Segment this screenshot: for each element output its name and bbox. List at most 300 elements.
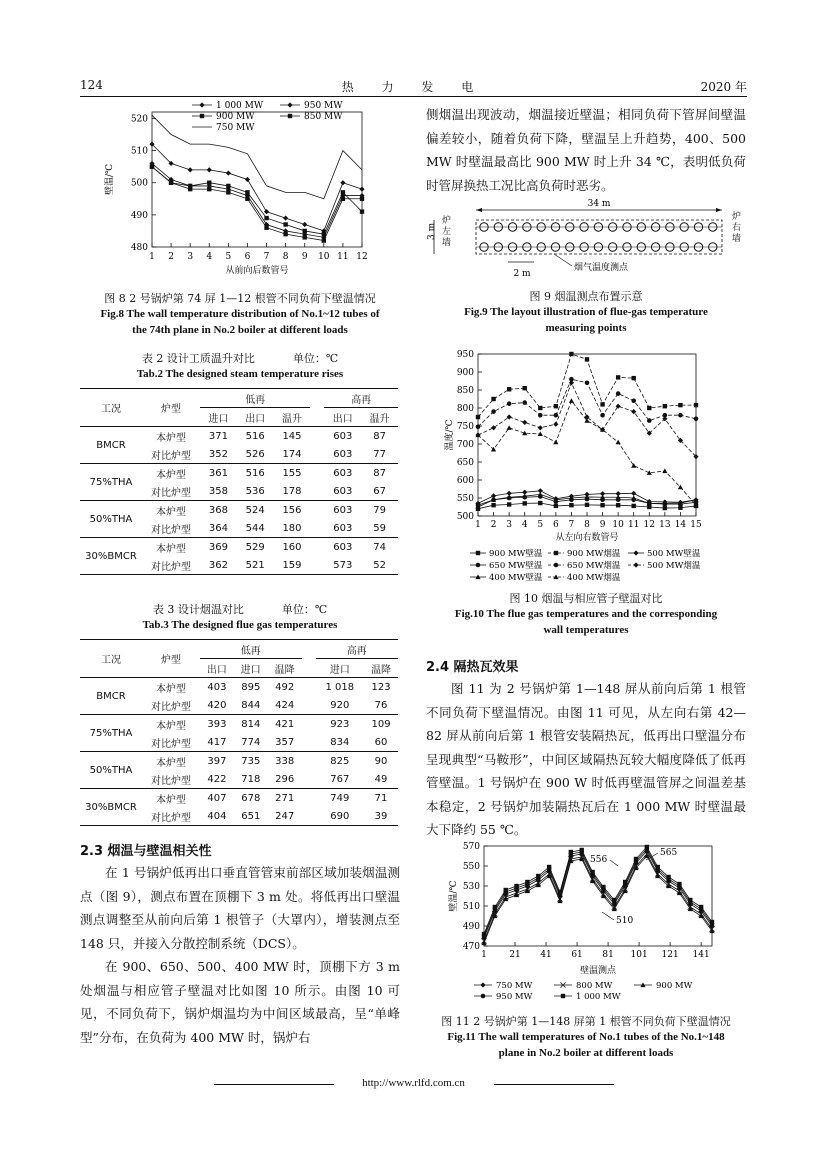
fig10-point bbox=[631, 409, 636, 414]
page-header bbox=[80, 78, 747, 94]
fig11-point bbox=[590, 870, 594, 874]
fig8-xtick-label: 9 bbox=[301, 252, 308, 262]
fig10-legend-label: 500 MW烟温 bbox=[647, 561, 701, 571]
th-sub: 进口 bbox=[234, 659, 268, 678]
fig9-caption bbox=[426, 289, 746, 336]
th-high: 高再 bbox=[324, 389, 398, 408]
fig11-legend-marker bbox=[481, 994, 486, 999]
fig8-xtick-label: 10 bbox=[318, 252, 330, 262]
table-cell: 52 bbox=[373, 559, 386, 571]
fig10-point bbox=[616, 404, 621, 409]
fig8-point bbox=[188, 167, 193, 172]
fig10-point bbox=[616, 440, 621, 445]
fig10-point bbox=[491, 425, 496, 430]
table-cell: 87 bbox=[361, 464, 398, 483]
table-cell: 651 bbox=[241, 810, 261, 822]
table-cell: 407 bbox=[200, 789, 234, 808]
fig11-annot-510: 510 bbox=[616, 916, 634, 926]
fig10-ytick-label: 950 bbox=[456, 350, 474, 360]
th-sub: 进口 bbox=[200, 408, 237, 427]
fig10-ytick-label: 750 bbox=[456, 422, 474, 432]
fig8-point bbox=[360, 197, 364, 201]
fig10-point bbox=[694, 403, 698, 407]
table-cell: 603 bbox=[324, 464, 361, 483]
fig11-point bbox=[547, 865, 551, 869]
table-cell: 417 bbox=[207, 736, 227, 748]
table-cell: 59 bbox=[373, 522, 386, 534]
fig10-point bbox=[538, 492, 543, 497]
table-cell: 160 bbox=[274, 538, 311, 557]
fig10-legend-label: 400 MW壁温 bbox=[489, 573, 543, 583]
fig10-point bbox=[616, 503, 620, 507]
fig10-point bbox=[632, 504, 636, 508]
fig10-chart bbox=[440, 348, 740, 583]
table-cell: 544 bbox=[245, 522, 265, 534]
table-cell: 369 bbox=[200, 538, 237, 557]
table-cond-cell: 30%BMCR bbox=[80, 538, 142, 575]
fig11-ytick-label: 510 bbox=[462, 902, 480, 912]
table-cell: 145 bbox=[274, 427, 311, 446]
table-cond-cell: 75%THA bbox=[80, 715, 142, 752]
th-type: 炉型 bbox=[142, 389, 200, 427]
table-cell: 67 bbox=[373, 485, 386, 497]
fig8-legend-marker bbox=[200, 114, 204, 118]
fig10-point bbox=[631, 399, 636, 404]
sec24-paragraph-1: 图 11 为 2 号锅炉第 1—148 屏从前向后第 1 根管不同负荷下壁温情况。由图 11 可见，从左向右第 42—82 屏从前向后第 1 根管安装隔热瓦，低再出口壁温分布呈现典型“马鞍形”，中间区域隔热瓦较大幅度降低了低再管壁温。1 号锅炉在 900 W 时低再壁温管屏之间温差基本稳定，2 号锅炉加装隔热瓦后在 1 000 MW 时壁温最大下降约 55 ℃。 bbox=[426, 681, 746, 837]
fig9-pointer bbox=[554, 254, 572, 266]
fig10-point bbox=[663, 506, 667, 510]
fig10-point bbox=[569, 398, 574, 403]
table-cell: 603 bbox=[333, 448, 353, 460]
fig10-point bbox=[507, 401, 512, 406]
table-cond-cell: 30%BMCR bbox=[80, 789, 142, 826]
fig8-point bbox=[303, 235, 307, 239]
fig11-legend-label: 800 MW bbox=[576, 981, 613, 991]
table-cell: 247 bbox=[275, 810, 295, 822]
table-cell: 271 bbox=[268, 789, 302, 808]
fig8-point bbox=[322, 238, 326, 242]
th-sub: 出口 bbox=[200, 659, 234, 678]
table-type-cell: 本炉型 bbox=[142, 501, 200, 520]
fig9-dim-34m: 34 m bbox=[587, 199, 611, 209]
fig10-legend-marker bbox=[554, 563, 559, 568]
table-type-cell: 本炉型 bbox=[142, 427, 200, 446]
fig11-caption bbox=[426, 1014, 746, 1061]
table2-title-en: Tab.2 The designed steam temperature rises bbox=[136, 368, 344, 380]
table-cell: 603 bbox=[333, 485, 353, 497]
fig10-legend-marker bbox=[633, 550, 638, 555]
fig10-legend-marker bbox=[554, 551, 558, 555]
fig10-xtick-label: 9 bbox=[599, 520, 606, 530]
fig10-legend-label: 500 MW壁温 bbox=[647, 549, 701, 559]
fig10-xtick-label: 6 bbox=[552, 520, 559, 530]
section-2-3-title: 2.3 烟温与壁温相关性 bbox=[80, 844, 212, 859]
fig10-xtick-label: 4 bbox=[521, 520, 528, 530]
table-cell: 39 bbox=[374, 810, 388, 822]
fig10-point bbox=[491, 503, 495, 507]
footer-url: http://www.rlfd.com.cn bbox=[362, 1077, 465, 1089]
table-cell: 603 bbox=[324, 501, 361, 520]
fig11-point bbox=[666, 875, 670, 879]
fig10-point bbox=[569, 380, 574, 385]
fig10-point bbox=[507, 425, 512, 430]
table-cond-cell: 75%THA bbox=[80, 464, 142, 501]
fig8-caption bbox=[80, 291, 400, 338]
table2-title: 表 2 设计工质温升对比 bbox=[141, 352, 255, 365]
table-cell: 516 bbox=[237, 427, 274, 446]
fig10-point bbox=[569, 352, 573, 356]
table-cell: 774 bbox=[241, 736, 261, 748]
table-cell: 49 bbox=[374, 773, 388, 785]
table-cell: 90 bbox=[364, 752, 398, 771]
fig8-point bbox=[264, 209, 269, 214]
fig11-annot-line bbox=[602, 912, 614, 920]
table-cell: 352 bbox=[208, 448, 228, 460]
table-cell: 895 bbox=[234, 678, 268, 697]
th-sub: 温升 bbox=[361, 408, 398, 427]
table-cell: 393 bbox=[200, 715, 234, 734]
fig10-point bbox=[600, 503, 604, 507]
th-sub: 出口 bbox=[237, 408, 274, 427]
fig9-caption-en1: Fig.9 The layout illustration of flue-gas temperature bbox=[464, 306, 708, 318]
th-sub: 进口 bbox=[316, 659, 365, 678]
fig8-point bbox=[245, 190, 249, 194]
fig10-point bbox=[476, 424, 481, 429]
fig11-ytick-label: 470 bbox=[462, 942, 480, 952]
table-cell: 368 bbox=[200, 501, 237, 520]
fig11-legend-label: 1 000 MW bbox=[576, 992, 621, 1002]
fig11-annot-565: 565 bbox=[660, 848, 678, 858]
table-type-cell: 对比炉型 bbox=[151, 450, 191, 462]
fig8-point bbox=[169, 181, 173, 185]
th-sub: 出口 bbox=[324, 408, 361, 427]
fig8-xtick-label: 3 bbox=[187, 252, 194, 262]
fig11-ytick-label: 530 bbox=[462, 882, 480, 892]
table-cell: 920 bbox=[330, 699, 350, 711]
table-cell: 77 bbox=[373, 448, 386, 460]
th-type: 炉型 bbox=[142, 640, 200, 678]
fig10-point bbox=[538, 501, 542, 505]
table3-title-en: Tab.3 The designed flue gas temperatures bbox=[142, 619, 338, 631]
table-cell: 422 bbox=[207, 773, 227, 785]
fig8-ytick-label: 480 bbox=[130, 243, 148, 253]
fig10-point bbox=[569, 503, 573, 507]
table-cell: 814 bbox=[234, 715, 268, 734]
fig10-xtick-label: 12 bbox=[643, 520, 656, 530]
fig8-caption-cn: 图 8 2 号锅炉第 74 屏 1—12 根管不同负荷下壁温情况 bbox=[104, 292, 376, 305]
table-cell: 123 bbox=[364, 678, 398, 697]
fig9-arrow-left bbox=[476, 208, 482, 212]
fig9-left-wall: 炉左墙 bbox=[442, 216, 452, 248]
table-type-cell: 对比炉型 bbox=[151, 775, 191, 787]
table-cell: 403 bbox=[200, 678, 234, 697]
fig10-point bbox=[585, 503, 589, 507]
fig10-point bbox=[678, 403, 682, 407]
fig10-xtick-label: 7 bbox=[568, 520, 575, 530]
fig9-dim-3m: 3 m bbox=[427, 222, 437, 240]
fig11-point bbox=[710, 920, 714, 924]
table-type-cell: 对比炉型 bbox=[151, 561, 191, 573]
fig8-point bbox=[359, 187, 364, 192]
fig10-point bbox=[632, 376, 636, 380]
fig8-point bbox=[207, 187, 211, 191]
fig8-legend-label: 1 000 MW bbox=[216, 101, 264, 111]
fig10-point bbox=[523, 501, 527, 505]
section-2-4-body bbox=[426, 677, 746, 842]
fig11-point bbox=[482, 932, 486, 936]
fig11-caption-en1: Fig.11 The wall temperatures of No.1 tubes of the No.1~148 bbox=[447, 1031, 725, 1043]
th-low: 低再 bbox=[200, 389, 310, 408]
fig8-xtick-label: 8 bbox=[282, 252, 289, 262]
fig11-legend-marker bbox=[561, 994, 565, 998]
fig11-caption-en2: plane in No.2 boiler at different loads bbox=[498, 1047, 674, 1059]
table-cell: 492 bbox=[268, 678, 302, 697]
table-cell: 526 bbox=[245, 448, 265, 460]
fig10-frame bbox=[478, 354, 696, 516]
th-sub: 温降 bbox=[364, 659, 398, 678]
fig10-ytick-label: 900 bbox=[456, 368, 474, 378]
table-cell: 421 bbox=[268, 715, 302, 734]
fig10-xtick-label: 8 bbox=[584, 520, 590, 530]
fig10-point bbox=[491, 397, 495, 401]
year: 2020 年 bbox=[700, 80, 747, 94]
fig8-point bbox=[302, 222, 307, 227]
th-low: 低再 bbox=[200, 640, 302, 659]
fig8-xtick-label: 5 bbox=[225, 252, 232, 262]
table-cond-cell: BMCR bbox=[80, 678, 142, 715]
fig8-point bbox=[226, 170, 231, 175]
table-cell: 749 bbox=[316, 789, 365, 808]
table-type-cell: 本炉型 bbox=[142, 752, 200, 771]
table-cell: 603 bbox=[324, 538, 361, 557]
table3-caption bbox=[80, 602, 400, 633]
fig8-point bbox=[226, 184, 230, 188]
fig8-point bbox=[322, 232, 326, 236]
fig10-legend-label: 900 MW烟温 bbox=[567, 549, 621, 559]
table-cell: 174 bbox=[282, 448, 302, 460]
sec23-paragraph-2: 在 900、650、500、400 MW 时，顶棚下方 3 m 处烟温与相应管子壁温对比如图 10 所示。由图 10 可见，不同负荷下，锅炉烟温均为中间区域最高，呈“单峰型”分布，在负荷为 400 MW 时，锅炉右 bbox=[80, 959, 400, 1045]
fig10-caption bbox=[426, 591, 746, 638]
fig10-point bbox=[507, 387, 511, 391]
table-cell: 397 bbox=[200, 752, 234, 771]
table-cell: 296 bbox=[275, 773, 295, 785]
fig10-point bbox=[538, 413, 543, 418]
table-cell: 603 bbox=[324, 427, 361, 446]
fig11-point bbox=[656, 865, 660, 869]
fig10-ytick-label: 700 bbox=[456, 440, 474, 450]
fig10-point bbox=[554, 504, 558, 508]
fig10-ytick-label: 650 bbox=[456, 458, 474, 468]
fig10-ytick-label: 850 bbox=[456, 386, 474, 396]
fig8-series-line bbox=[152, 115, 362, 199]
th-cond: 工况 bbox=[80, 640, 142, 678]
header-rule bbox=[80, 96, 747, 97]
section-2-3-body bbox=[80, 861, 400, 1049]
fig8-series-line bbox=[152, 167, 362, 241]
fig9-arrow-right bbox=[716, 208, 722, 212]
fig8-point bbox=[245, 177, 250, 182]
fig11-ylabel: 壁温/℃ bbox=[449, 880, 459, 912]
fig8-point bbox=[264, 226, 268, 230]
table-cond-cell: 50%THA bbox=[80, 752, 142, 789]
table-type-cell: 对比炉型 bbox=[151, 812, 191, 824]
continued-paragraph: 侧烟温出现波动，烟温接近壁温；相同负荷下管屏间壁温偏差较小，随着负荷下降，壁温呈上升趋势，400、500 MW 时壁温最高比 900 MW 时上升 34 ℃，表明低负荷时管屏换热工况比高负荷时恶劣。 bbox=[426, 107, 746, 193]
fig10-xtick-label: 15 bbox=[690, 520, 702, 530]
fig8-ytick-label: 500 bbox=[130, 178, 148, 189]
th-sub: 温降 bbox=[268, 659, 302, 678]
fig11-ytick-label: 490 bbox=[462, 922, 480, 932]
fig10-xtick-label: 1 bbox=[475, 520, 481, 530]
fig11-point bbox=[536, 874, 540, 878]
table-type-cell: 本炉型 bbox=[142, 464, 200, 483]
table-cell: 180 bbox=[282, 522, 302, 534]
fig11-point bbox=[634, 857, 638, 861]
fig8-point bbox=[226, 190, 230, 194]
fig8-point bbox=[150, 164, 154, 168]
fig8-series-line bbox=[152, 167, 362, 235]
table-cell: 767 bbox=[330, 773, 350, 785]
fig10-legend-label: 650 MW烟温 bbox=[567, 561, 621, 571]
table3 bbox=[80, 639, 398, 826]
fig11-annot-line bbox=[610, 860, 618, 866]
fig11-series-line bbox=[484, 854, 712, 941]
fig10-ytick-label: 800 bbox=[456, 404, 474, 414]
fig11-xtick-label: 41 bbox=[540, 950, 552, 960]
fig8-point bbox=[264, 216, 268, 220]
fig9-point-label: 烟气温度测点 bbox=[574, 263, 629, 273]
fig10-xlabel: 从左向右数管号 bbox=[555, 533, 619, 543]
fig11-xtick-label: 81 bbox=[602, 950, 614, 960]
fig8-legend-marker bbox=[288, 114, 292, 118]
table-cell: 844 bbox=[241, 699, 261, 711]
fig8-xtick-label: 12 bbox=[356, 252, 368, 262]
table3-title: 表 3 设计烟温对比 bbox=[152, 603, 244, 616]
fig8-point bbox=[245, 197, 249, 201]
fig10-legend-marker bbox=[476, 563, 481, 568]
fig11-xtick-label: 61 bbox=[571, 950, 583, 960]
fig11-legend-marker bbox=[480, 982, 485, 987]
table2 bbox=[80, 388, 398, 575]
fig10-point bbox=[553, 422, 558, 427]
fig8-legend-label: 750 MW bbox=[216, 123, 255, 133]
fig8-point bbox=[283, 222, 287, 226]
fig10-caption-en1: Fig.10 The flue gas temperatures and the corresponding bbox=[454, 608, 718, 620]
fig9-dim-2m: 2 m bbox=[513, 269, 531, 279]
table-cell: 109 bbox=[364, 715, 398, 734]
fig11-chart bbox=[440, 840, 740, 1010]
fig10-point bbox=[585, 357, 589, 361]
fig9-right-wall: 炉右墙 bbox=[732, 212, 742, 244]
table-cell: 603 bbox=[333, 522, 353, 534]
fig11-xlabel: 壁温测点 bbox=[579, 966, 617, 976]
table-cell: 361 bbox=[200, 464, 237, 483]
table-cell: 74 bbox=[361, 538, 398, 557]
fig11-point bbox=[623, 880, 627, 884]
table-cell: 825 bbox=[316, 752, 365, 771]
table-cell: 358 bbox=[208, 485, 228, 497]
table-cell: 178 bbox=[282, 485, 302, 497]
table-cell: 338 bbox=[268, 752, 302, 771]
fig11-point bbox=[677, 882, 681, 886]
fig9-caption-en2: measuring points bbox=[545, 322, 627, 334]
fig10-legend-label: 400 MW烟温 bbox=[567, 573, 621, 583]
fig11-xtick-label: 121 bbox=[661, 950, 679, 960]
fig10-point bbox=[647, 406, 651, 410]
section-2-4-title: 2.4 隔热瓦效果 bbox=[426, 660, 519, 675]
fig10-point bbox=[600, 413, 605, 418]
fig8-xtick-label: 11 bbox=[337, 252, 349, 262]
fig11-series-line bbox=[484, 856, 712, 943]
fig10-xtick-label: 5 bbox=[537, 520, 544, 530]
table-cell: 529 bbox=[237, 538, 274, 557]
fig11-caption-cn: 图 11 2 号锅炉第 1—148 屏第 1 根管不同负荷下壁温情况 bbox=[441, 1015, 731, 1028]
fig10-point bbox=[507, 414, 512, 419]
fig8-chart bbox=[100, 100, 380, 285]
fig8-legend-label: 850 MW bbox=[304, 112, 343, 122]
table-cell: 364 bbox=[208, 522, 228, 534]
table-cell: 536 bbox=[245, 485, 265, 497]
table-cell: 71 bbox=[364, 789, 398, 808]
page-number: 124 bbox=[80, 78, 103, 92]
table-cond-cell: BMCR bbox=[80, 427, 142, 464]
fig11-point bbox=[580, 848, 584, 852]
fig11-point bbox=[493, 905, 497, 909]
table-cell: 521 bbox=[245, 559, 265, 571]
table-cell: 420 bbox=[207, 699, 227, 711]
table-cond-cell: 50%THA bbox=[80, 501, 142, 538]
fig10-legend-marker bbox=[633, 562, 638, 567]
fig10-point bbox=[678, 413, 683, 418]
fig10-ytick-label: 600 bbox=[456, 476, 474, 486]
table-type-cell: 对比炉型 bbox=[151, 487, 191, 499]
fig10-point bbox=[491, 409, 496, 414]
fig8-caption-en1: Fig.8 The wall temperature distribution of No.1~12 tubes of bbox=[100, 308, 380, 320]
table-cell: 718 bbox=[241, 773, 261, 785]
table-cell: 371 bbox=[200, 427, 237, 446]
fig8-point bbox=[283, 232, 287, 236]
fig8-caption-en2: the 74th plane in No.2 boiler at different loads bbox=[132, 324, 348, 336]
fig8-point bbox=[207, 181, 211, 185]
fig8-ytick-label: 490 bbox=[130, 210, 148, 221]
fig11-xtick-label: 1 bbox=[481, 950, 487, 960]
table-cell: 678 bbox=[234, 789, 268, 808]
fig11-xtick-label: 141 bbox=[692, 950, 710, 960]
fig8-point bbox=[341, 197, 345, 201]
table-type-cell: 对比炉型 bbox=[151, 738, 191, 750]
fig10-point bbox=[538, 425, 543, 430]
table-cell: 424 bbox=[275, 699, 295, 711]
fig10-point bbox=[647, 418, 652, 423]
fig10-caption-cn: 图 10 烟温与相应管子壁温对比 bbox=[509, 592, 663, 605]
fig8-xtick-label: 2 bbox=[168, 252, 174, 262]
fig10-xtick-label: 10 bbox=[612, 520, 624, 530]
fig10-xtick-label: 14 bbox=[674, 520, 687, 530]
fig10-ytick-label: 550 bbox=[456, 494, 474, 504]
fig11-xtick-label: 101 bbox=[630, 950, 648, 960]
fig10-ylabel: 温度/℃ bbox=[445, 419, 455, 451]
fig8-point bbox=[360, 209, 364, 213]
fig10-legend-label: 650 MW壁温 bbox=[489, 561, 543, 571]
table-type-cell: 对比炉型 bbox=[151, 701, 191, 713]
journal-name: 热 力 发 电 bbox=[341, 80, 486, 94]
fig11-legend-label: 900 MW bbox=[656, 981, 693, 991]
fig11-xtick-label: 21 bbox=[509, 950, 521, 960]
table-type-cell: 本炉型 bbox=[142, 538, 200, 557]
fig8-legend-label: 900 MW bbox=[216, 112, 255, 122]
table-cell: 362 bbox=[208, 559, 228, 571]
fig11-ytick-label: 550 bbox=[462, 862, 480, 872]
fig10-point bbox=[522, 400, 527, 405]
